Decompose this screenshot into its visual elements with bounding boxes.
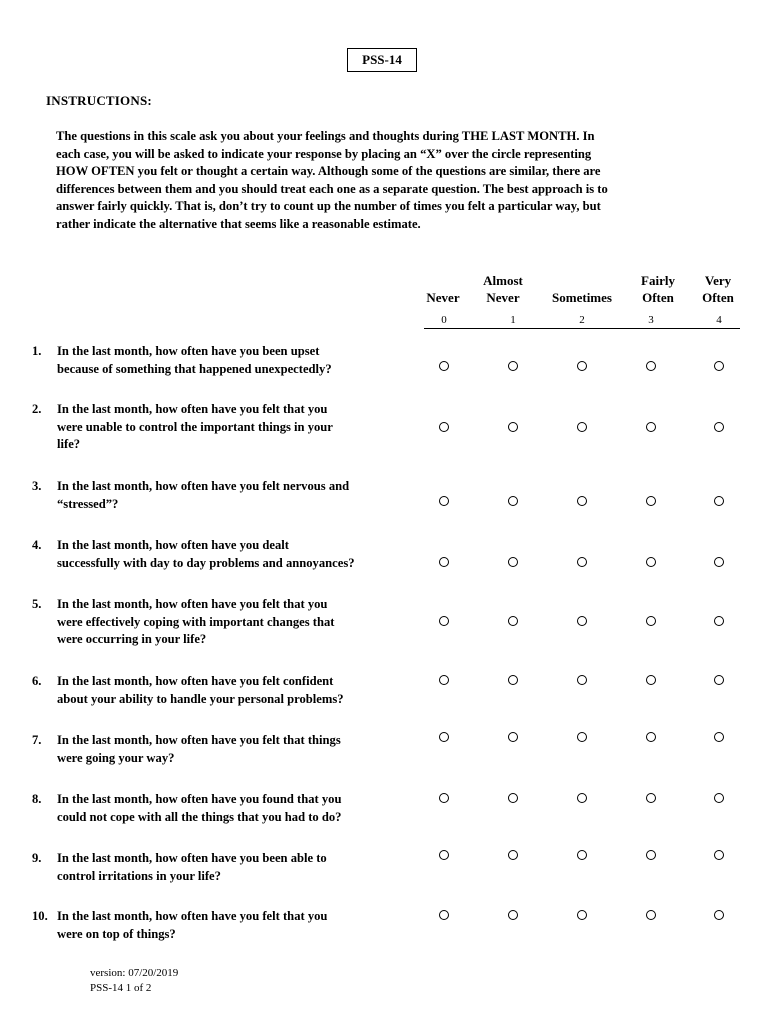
option-circle-q4-0[interactable] bbox=[439, 557, 449, 567]
option-circle-q5-4[interactable] bbox=[714, 616, 724, 626]
option-circle-q10-1[interactable] bbox=[508, 910, 518, 920]
question-number: 2. bbox=[32, 402, 42, 416]
question-text: In the last month, how often have you felt confident about your ability to handle your personal problems? bbox=[57, 674, 344, 706]
option-circle-q7-1[interactable] bbox=[508, 732, 518, 742]
option-circle-q6-4[interactable] bbox=[714, 675, 724, 685]
scale-value-2: 2 bbox=[579, 314, 585, 326]
option-circle-q2-4[interactable] bbox=[714, 422, 724, 432]
question-text: In the last month, how often have you felt nervous and “stressed”? bbox=[57, 479, 350, 511]
instructions-line: HOW OFTEN you felt or thought a certain way. Although some of the questions are similar, there are bbox=[56, 164, 601, 179]
option-circle-q2-3[interactable] bbox=[646, 422, 656, 432]
option-circle-q3-3[interactable] bbox=[646, 496, 656, 506]
option-circle-q9-3[interactable] bbox=[646, 850, 656, 860]
question-text: In the last month, how often have you felt that you were effectively coping with important changes that were occurring in your life? bbox=[57, 597, 335, 647]
question-number: 8. bbox=[32, 792, 42, 806]
option-circle-q6-1[interactable] bbox=[508, 675, 518, 685]
question-number: 9. bbox=[32, 851, 42, 865]
option-circle-q2-1[interactable] bbox=[508, 422, 518, 432]
scale-value-1: 1 bbox=[510, 314, 516, 326]
question-text: In the last month, how often have you felt that things were going your way? bbox=[57, 733, 341, 765]
question-text: In the last month, how often have you felt that you were on top of things? bbox=[57, 909, 328, 941]
scale-value-0: 0 bbox=[441, 314, 447, 326]
question-number: 5. bbox=[32, 597, 42, 611]
option-circle-q10-0[interactable] bbox=[439, 910, 449, 920]
option-circle-q6-3[interactable] bbox=[646, 675, 656, 685]
question-number: 7. bbox=[32, 733, 42, 747]
footer bbox=[90, 966, 178, 996]
scale-value-3: 3 bbox=[648, 314, 654, 326]
option-circle-q1-2[interactable] bbox=[577, 361, 587, 371]
scale-header-never: Never bbox=[426, 290, 460, 305]
option-circle-q3-4[interactable] bbox=[714, 496, 724, 506]
option-circle-q7-3[interactable] bbox=[646, 732, 656, 742]
question-number: 3. bbox=[32, 479, 42, 493]
option-circle-q1-0[interactable] bbox=[439, 361, 449, 371]
option-circle-q10-3[interactable] bbox=[646, 910, 656, 920]
question-number: 1. bbox=[32, 344, 42, 358]
option-circle-q8-1[interactable] bbox=[508, 793, 518, 803]
instructions-line: answer fairly quickly. That is, don’t try to count up the number of times you felt a particular way, but bbox=[56, 199, 601, 214]
option-circle-q4-1[interactable] bbox=[508, 557, 518, 567]
question-number: 10. bbox=[32, 909, 48, 923]
option-circle-q4-2[interactable] bbox=[577, 557, 587, 567]
option-circle-q8-3[interactable] bbox=[646, 793, 656, 803]
option-circle-q9-2[interactable] bbox=[577, 850, 587, 860]
option-circle-q9-4[interactable] bbox=[714, 850, 724, 860]
option-circle-q3-1[interactable] bbox=[508, 496, 518, 506]
instructions-body bbox=[56, 128, 726, 234]
scale-header-fairly-often: Fairly Often bbox=[641, 273, 675, 305]
option-circle-q4-3[interactable] bbox=[646, 557, 656, 567]
option-circle-q9-1[interactable] bbox=[508, 850, 518, 860]
option-circle-q5-0[interactable] bbox=[439, 616, 449, 626]
option-circle-q7-0[interactable] bbox=[439, 732, 449, 742]
option-circle-q1-1[interactable] bbox=[508, 361, 518, 371]
option-circle-q7-4[interactable] bbox=[714, 732, 724, 742]
option-circle-q6-2[interactable] bbox=[577, 675, 587, 685]
scale-divider bbox=[424, 328, 740, 329]
question-number: 4. bbox=[32, 538, 42, 552]
option-circle-q1-3[interactable] bbox=[646, 361, 656, 371]
option-circle-q7-2[interactable] bbox=[577, 732, 587, 742]
question-number: 6. bbox=[32, 674, 42, 688]
page-label: PSS-14 1 of 2 bbox=[90, 982, 152, 994]
option-circle-q10-2[interactable] bbox=[577, 910, 587, 920]
scale-header-almost-never: Almost Never bbox=[483, 273, 523, 305]
instructions-line: each case, you will be asked to indicate your response by placing an “X” over the circle representing bbox=[56, 146, 592, 161]
option-circle-q4-4[interactable] bbox=[714, 557, 724, 567]
question-text: In the last month, how often have you been upset because of something that happened unexpectedly? bbox=[57, 344, 332, 376]
option-circle-q3-0[interactable] bbox=[439, 496, 449, 506]
version-label: version: 07/20/2019 bbox=[90, 967, 179, 979]
option-circle-q1-4[interactable] bbox=[714, 361, 724, 371]
scale-value-4: 4 bbox=[716, 314, 722, 326]
option-circle-q3-2[interactable] bbox=[577, 496, 587, 506]
scale-header-very-often: Very Often bbox=[702, 273, 734, 305]
option-circle-q5-3[interactable] bbox=[646, 616, 656, 626]
option-circle-q2-0[interactable] bbox=[439, 422, 449, 432]
question-text: In the last month, how often have you felt that you were unable to control the important things in your life? bbox=[57, 402, 333, 452]
option-circle-q2-2[interactable] bbox=[577, 422, 587, 432]
instructions-line: differences between them and you should treat each one as a separate question. The best approach is to bbox=[56, 181, 608, 196]
form-title: PSS-14 bbox=[347, 48, 417, 72]
option-circle-q10-4[interactable] bbox=[714, 910, 724, 920]
option-circle-q5-1[interactable] bbox=[508, 616, 518, 626]
option-circle-q9-0[interactable] bbox=[439, 850, 449, 860]
option-circle-q8-4[interactable] bbox=[714, 793, 724, 803]
option-circle-q6-0[interactable] bbox=[439, 675, 449, 685]
instructions-line: The questions in this scale ask you about your feelings and thoughts during THE LAST MONTH. In bbox=[56, 129, 595, 143]
option-circle-q8-0[interactable] bbox=[439, 793, 449, 803]
instructions-line: rather indicate the alternative that seems like a reasonable estimate. bbox=[56, 216, 421, 231]
question-text: In the last month, how often have you dealt successfully with day to day problems and annoyances? bbox=[57, 538, 355, 570]
option-circle-q5-2[interactable] bbox=[577, 616, 587, 626]
question-text: In the last month, how often have you found that you could not cope with all the things that you had to do? bbox=[57, 792, 342, 824]
instructions-heading: INSTRUCTIONS: bbox=[46, 93, 152, 108]
option-circle-q8-2[interactable] bbox=[577, 793, 587, 803]
question-text: In the last month, how often have you been able to control irritations in your life? bbox=[57, 851, 327, 883]
scale-header-sometimes: Sometimes bbox=[552, 290, 612, 305]
